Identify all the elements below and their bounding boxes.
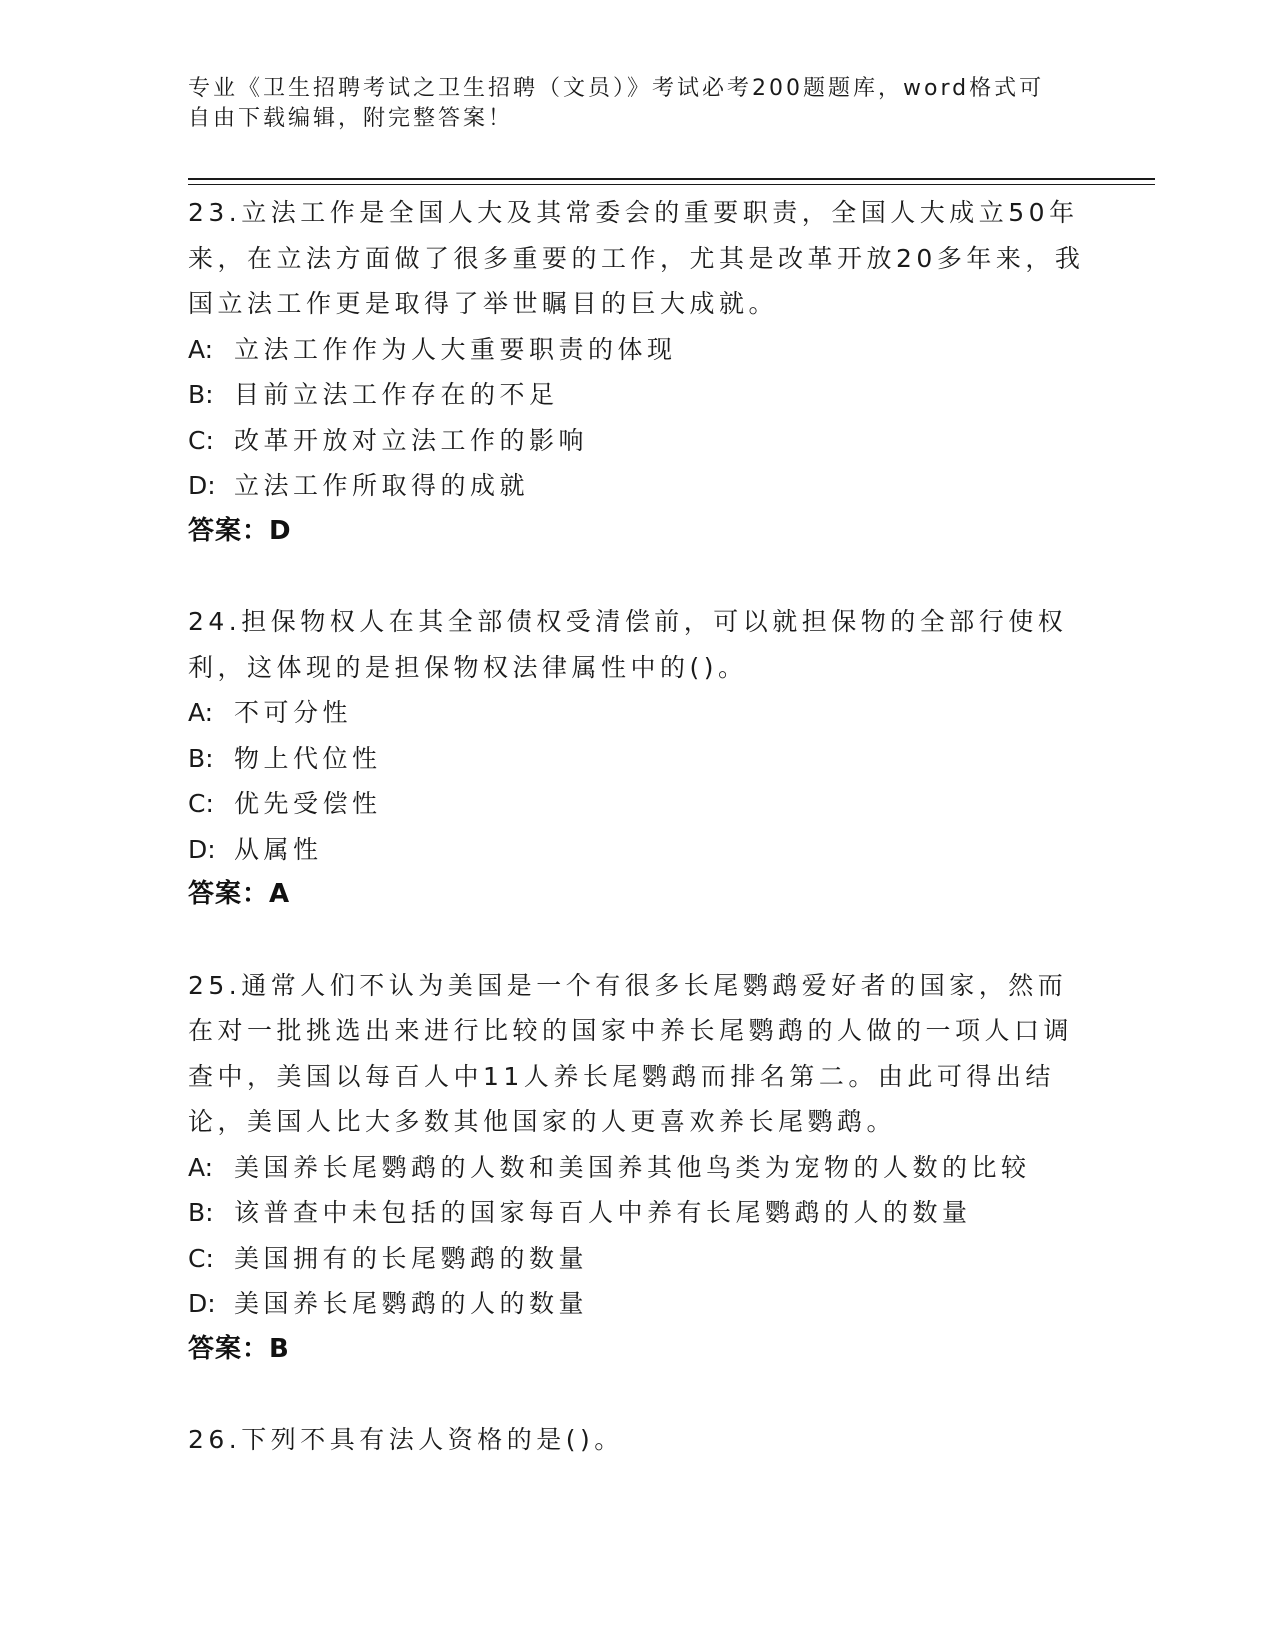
question-stem: 25.通常人们不认为美国是一个有很多长尾鹦鹉爱好者的国家，然而在对一批挑选出来进行比较的国家中养长尾鹦鹉的人做的一项人口调查中，美国以每百人中11人养长尾鹦鹉而排名第二。由此可得出结论，美国人比大多数其他国家的人更喜欢养长尾鹦鹉。 [188, 970, 1074, 1136]
question-24 [188, 599, 1088, 918]
option-b [188, 1190, 1088, 1236]
option-c [188, 1236, 1088, 1282]
answer-line: 答案：D [188, 515, 292, 546]
question-spacer [188, 554, 1088, 599]
question-spacer [188, 1372, 1088, 1417]
option-letter: C: [188, 1243, 214, 1273]
option-a [188, 1145, 1088, 1191]
option-c [188, 781, 1088, 827]
option-letter: A: [188, 1152, 214, 1182]
option-d [188, 463, 1088, 509]
option-letter: D: [188, 1289, 216, 1318]
option-d [188, 1281, 1088, 1327]
option-letter: B: [188, 743, 214, 773]
option-text: 优先受偿性 [234, 789, 382, 818]
question-26 [188, 1417, 1088, 1463]
option-letter: D: [188, 471, 216, 500]
question-spacer [188, 918, 1088, 963]
option-text: 立法工作作为人大重要职责的体现 [234, 334, 677, 364]
question-stem: 26.下列不具有法人资格的是()。 [188, 1425, 624, 1454]
option-text: 改革开放对立法工作的影响 [234, 425, 589, 455]
option-text: 立法工作所取得的成就 [234, 471, 530, 500]
option-a [188, 690, 1088, 736]
option-letter: C: [188, 425, 214, 455]
question-stem: 23.立法工作是全国人大及其常委会的重要职责，全国人大成立50年来，在立法方面做了很多重要的工作，尤其是改革开放20多年来，我国立法工作更是取得了举世瞩目的巨大成就。 [188, 198, 1085, 318]
option-letter: B: [188, 380, 214, 409]
option-a [188, 327, 1088, 373]
option-text: 不可分性 [234, 698, 353, 727]
option-text: 从属性 [234, 834, 323, 864]
option-text: 美国养长尾鹦鹉的人数和美国养其他鸟类为宠物的人数的比较 [234, 1152, 1031, 1182]
option-text: 美国养长尾鹦鹉的人的数量 [234, 1289, 589, 1318]
answer-line: 答案：B [188, 1333, 290, 1364]
option-text: 美国拥有的长尾鹦鹉的数量 [234, 1243, 589, 1273]
header-divider-thin [188, 184, 1155, 185]
option-letter: A: [188, 698, 214, 727]
header-divider-thick [188, 178, 1155, 180]
option-text: 该普查中未包括的国家每百人中养有长尾鹦鹉的人的数量 [234, 1198, 972, 1227]
answer-line: 答案：A [188, 879, 291, 909]
option-b [188, 736, 1088, 782]
option-text: 物上代位性 [234, 743, 382, 773]
option-b [188, 372, 1088, 418]
question-stem: 24.担保物权人在其全部债权受清偿前，可以就担保物的全部行使权利，这体现的是担保物权法律属性中的()。 [188, 607, 1068, 682]
question-list [188, 190, 1088, 1463]
option-text: 目前立法工作存在的不足 [234, 380, 559, 409]
question-23 [188, 190, 1088, 554]
option-letter: B: [188, 1198, 214, 1227]
option-letter: C: [188, 789, 214, 818]
page-header: 专业《卫生招聘考试之卫生招聘（文员）》考试必考200题题库，word格式可自由下载编辑，附完整答案！ [188, 76, 1045, 131]
question-25 [188, 963, 1088, 1373]
option-d [188, 827, 1088, 873]
option-c [188, 418, 1088, 464]
option-letter: D: [188, 834, 216, 864]
option-letter: A: [188, 334, 214, 364]
